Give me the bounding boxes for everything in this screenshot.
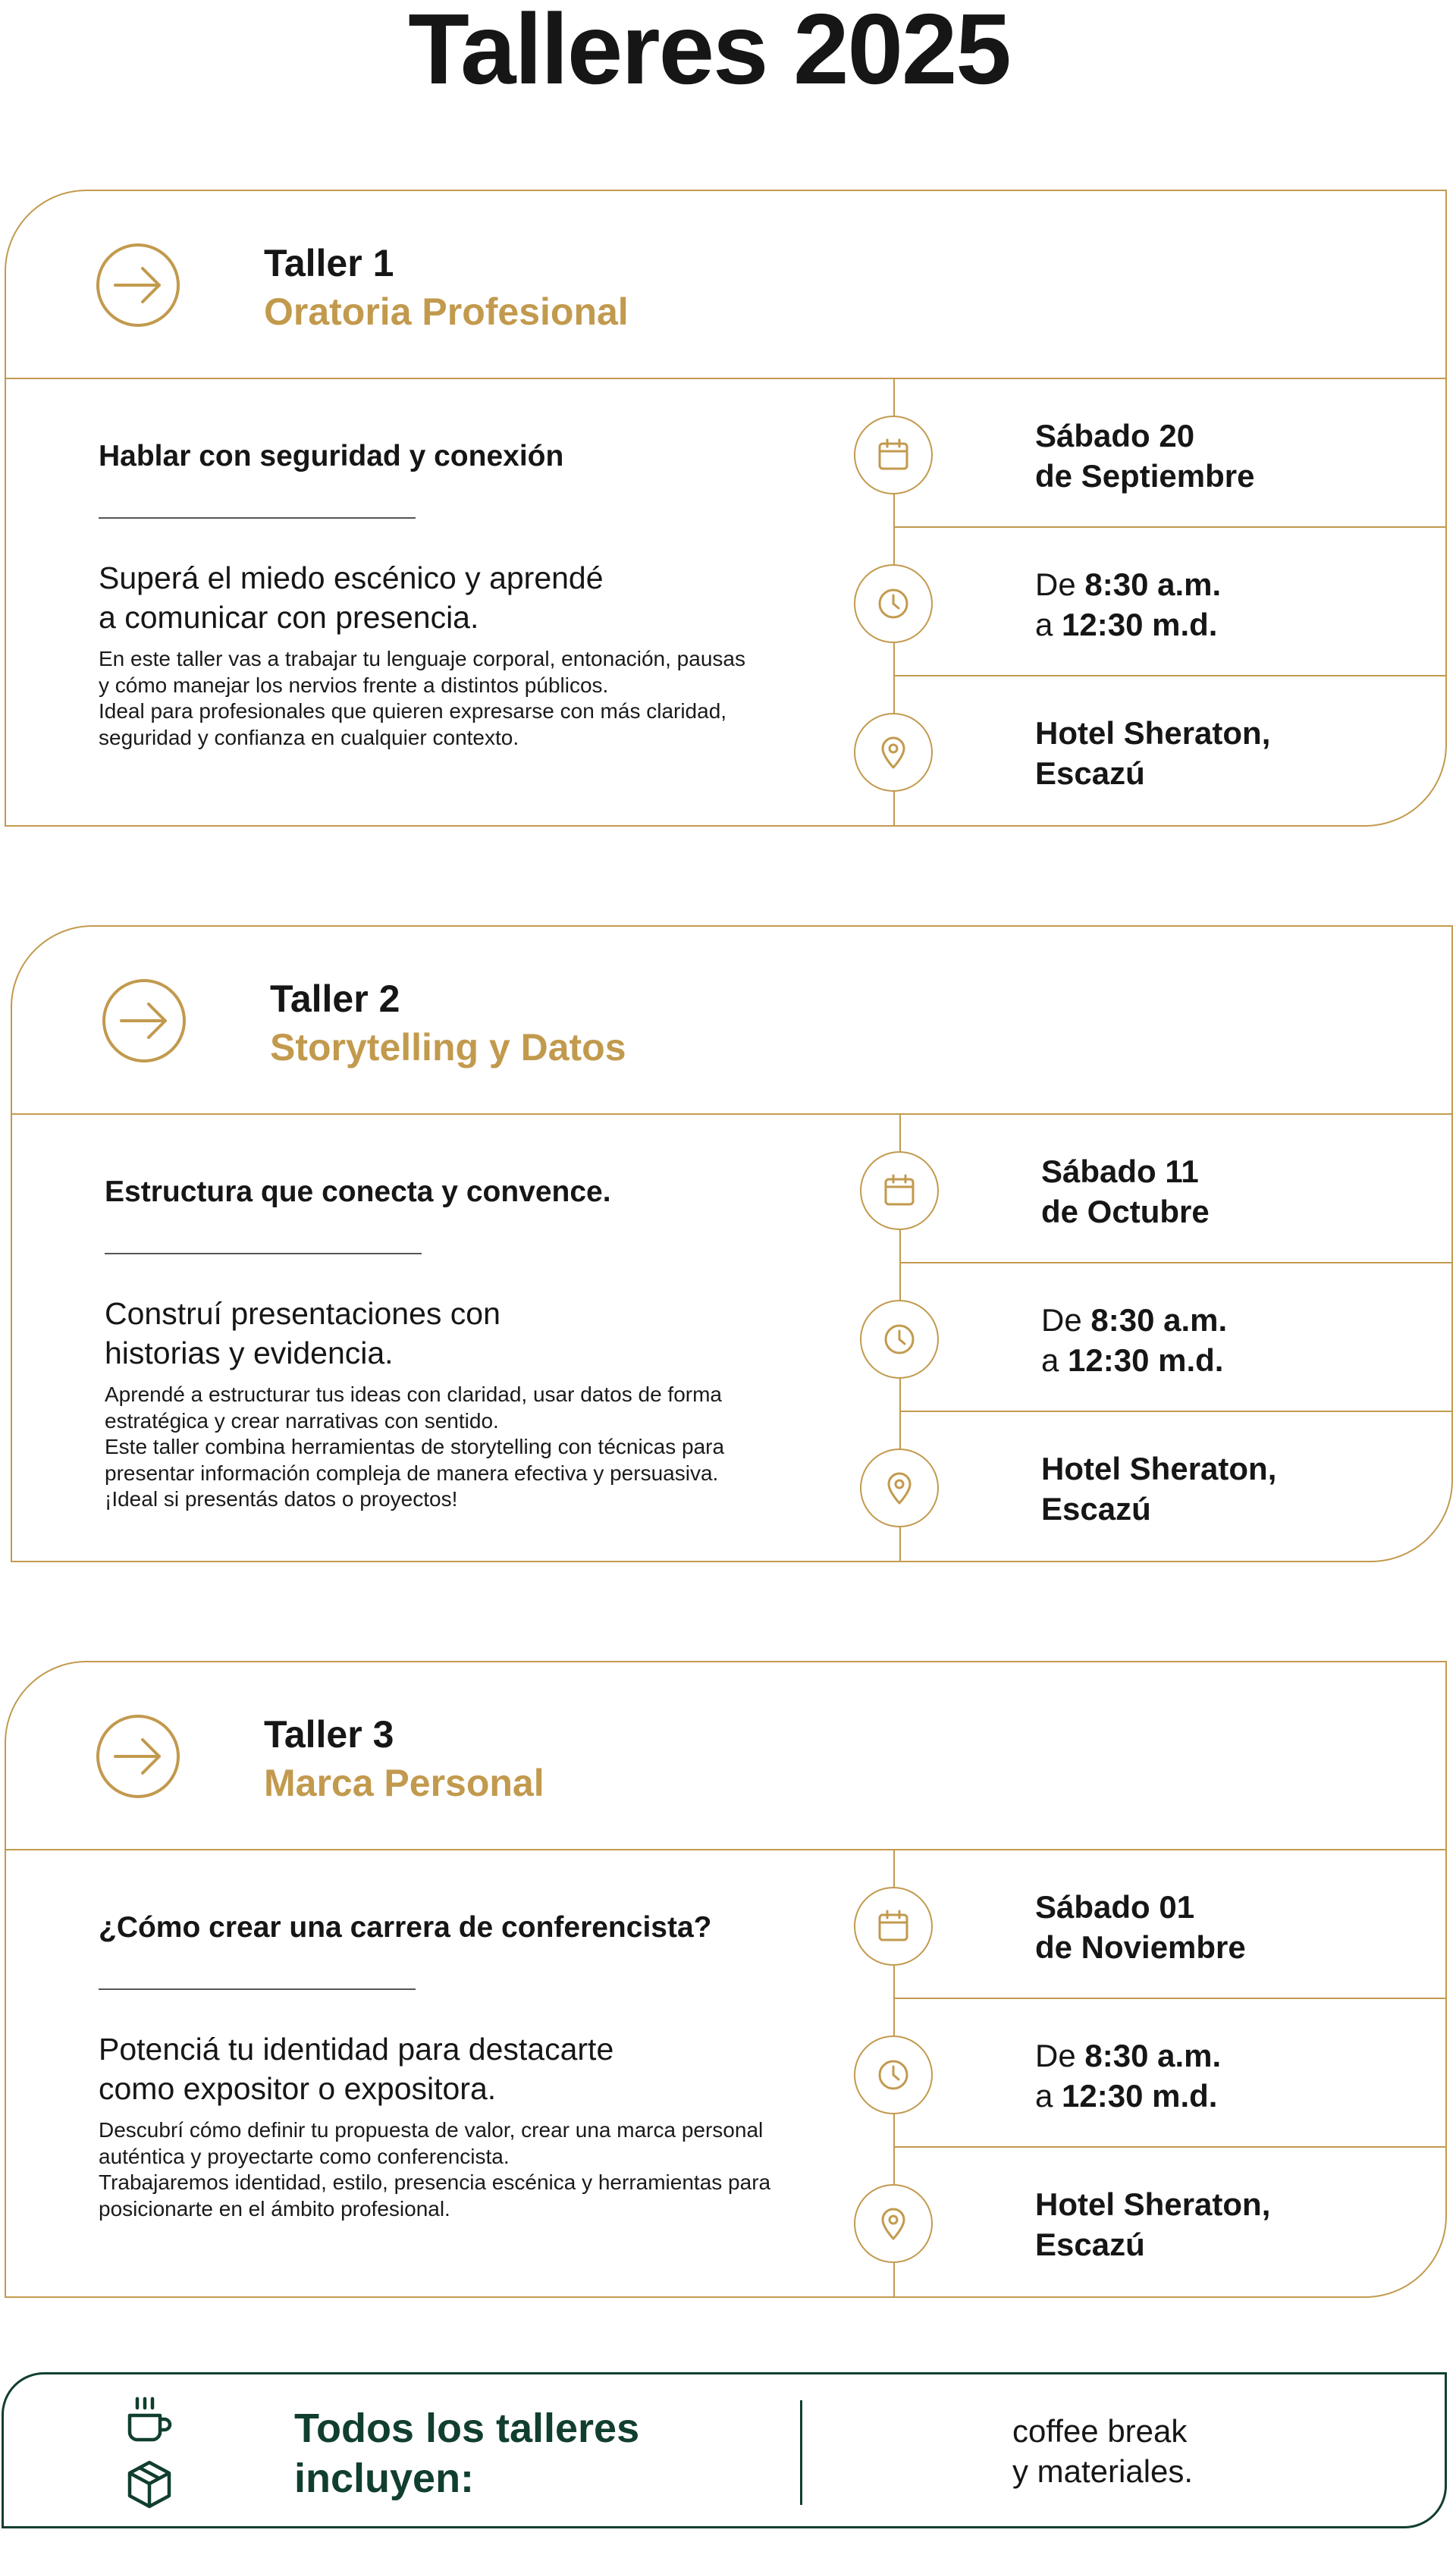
taller-time <box>1035 2035 1221 2116</box>
taller-time <box>1035 564 1221 645</box>
time-end: 12:30 m.d. <box>1068 1342 1224 1378</box>
card-header <box>6 191 1445 379</box>
taller-location: Hotel Sheraton, Escazú <box>1035 715 1271 791</box>
taller-card-1 <box>5 190 1447 827</box>
taller-number: Taller 3 <box>264 1713 394 1756</box>
time-connector: a <box>1041 1342 1068 1378</box>
card-body <box>6 1850 1445 2298</box>
taller-details <box>6 379 893 827</box>
time-connector: a <box>1035 2078 1062 2114</box>
includes-banner <box>2 2372 1447 2528</box>
time-end: 12:30 m.d. <box>1062 607 1218 642</box>
location-row <box>895 676 1445 825</box>
taller-date: Sábado 20 de Septiembre <box>1035 418 1255 494</box>
taller-card-2 <box>11 925 1453 1562</box>
package-box-icon <box>122 2458 177 2512</box>
time-start: 8:30 a.m. <box>1090 1302 1228 1338</box>
taller-info <box>893 1850 1445 2298</box>
taller-tagline: Estructura que conecta y convence. <box>105 1175 611 1208</box>
clock-icon <box>854 564 933 643</box>
calendar-icon <box>854 1887 933 1966</box>
time-start: 8:30 a.m. <box>1084 2038 1222 2073</box>
time-row <box>901 1263 1451 1412</box>
calendar-icon <box>854 416 933 494</box>
divider <box>99 517 416 519</box>
card-body <box>6 379 1445 827</box>
taller-description: En este taller vas a trabajar tu lenguaje corporal, entonación, pausas y cómo manejar los nervios frente a distintos públicos. Ideal para profesionales que quieren expresarse con más claridad, seguridad y confianza en cualquier contexto. <box>99 647 745 749</box>
card-body <box>12 1115 1451 1562</box>
arrow-right-icon[interactable] <box>102 978 187 1063</box>
taller-name: Oratoria Profesional <box>264 290 629 333</box>
taller-details <box>6 1850 893 2298</box>
taller-info <box>899 1115 1451 1562</box>
time-prefix: De <box>1041 1302 1091 1338</box>
time-row <box>895 1999 1445 2148</box>
arrow-right-icon[interactable] <box>96 243 180 328</box>
location-pin-icon <box>854 713 933 792</box>
card-header <box>12 927 1451 1115</box>
date-row <box>895 1850 1445 1999</box>
page-title: Talleres 2025 <box>408 0 1010 105</box>
divider <box>99 1988 416 1990</box>
taller-details <box>12 1115 899 1562</box>
taller-subtitle: Superá el miedo escénico y aprendé a comunicar con presencia. <box>99 560 604 635</box>
time-connector: a <box>1035 607 1062 642</box>
location-row <box>901 1412 1451 1561</box>
taller-number: Taller 1 <box>264 242 394 284</box>
calendar-icon <box>860 1151 939 1230</box>
time-prefix: De <box>1035 2038 1085 2073</box>
coffee-cup-icon <box>122 2393 177 2447</box>
time-row <box>895 528 1445 676</box>
taller-location: Hotel Sheraton, Escazú <box>1035 2186 1271 2262</box>
card-header <box>6 1662 1445 1850</box>
taller-name: Storytelling y Datos <box>270 1026 626 1069</box>
taller-number: Taller 2 <box>270 978 400 1020</box>
divider <box>800 2400 802 2505</box>
location-row <box>895 2148 1445 2296</box>
time-end: 12:30 m.d. <box>1062 2078 1218 2114</box>
taller-location: Hotel Sheraton, Escazú <box>1041 1451 1277 1527</box>
location-pin-icon <box>854 2184 933 2263</box>
taller-subtitle: Potenciá tu identidad para destacarte como expositor o expositora. <box>99 2032 614 2106</box>
date-row <box>895 379 1445 528</box>
taller-date: Sábado 11 de Octubre <box>1041 1153 1210 1229</box>
includes-title: Todos los talleres incluyen: <box>294 2406 640 2501</box>
location-pin-icon <box>860 1448 939 1527</box>
taller-description: Aprendé a estructurar tus ideas con claridad, usar datos de forma estratégica y crear narrativas con sentido. Este taller combina herramientas de storytelling con técnicas para presentar información compleja de manera efectiva y persuasiva. ¡Ideal si presentás datos o proyectos! <box>105 1383 725 1511</box>
time-start: 8:30 a.m. <box>1084 567 1222 602</box>
taller-tagline: ¿Cómo crear una carrera de conferencista? <box>99 1911 712 1944</box>
includes-text: coffee break y materiales. <box>1012 2413 1194 2489</box>
time-prefix: De <box>1035 567 1085 602</box>
taller-time <box>1041 1300 1227 1380</box>
arrow-right-icon[interactable] <box>96 1714 180 1799</box>
taller-tagline: Hablar con seguridad y conexión <box>99 440 564 472</box>
taller-name: Marca Personal <box>264 1762 544 1804</box>
clock-icon <box>854 2035 933 2114</box>
taller-subtitle: Construí presentaciones con historias y evidencia. <box>105 1296 500 1370</box>
clock-icon <box>860 1300 939 1379</box>
taller-description: Descubrí cómo definir tu propuesta de valor, crear una marca personal auténtica y proyectarte como conferencista. Trabajaremos identidad, estilo, presencia escénica y herramientas para posicionarte en el ámbito profesional. <box>99 2118 771 2221</box>
taller-info <box>893 379 1445 827</box>
taller-card-3 <box>5 1661 1447 2298</box>
taller-date: Sábado 01 de Noviembre <box>1035 1889 1246 1965</box>
divider <box>105 1253 422 1254</box>
date-row <box>901 1115 1451 1263</box>
